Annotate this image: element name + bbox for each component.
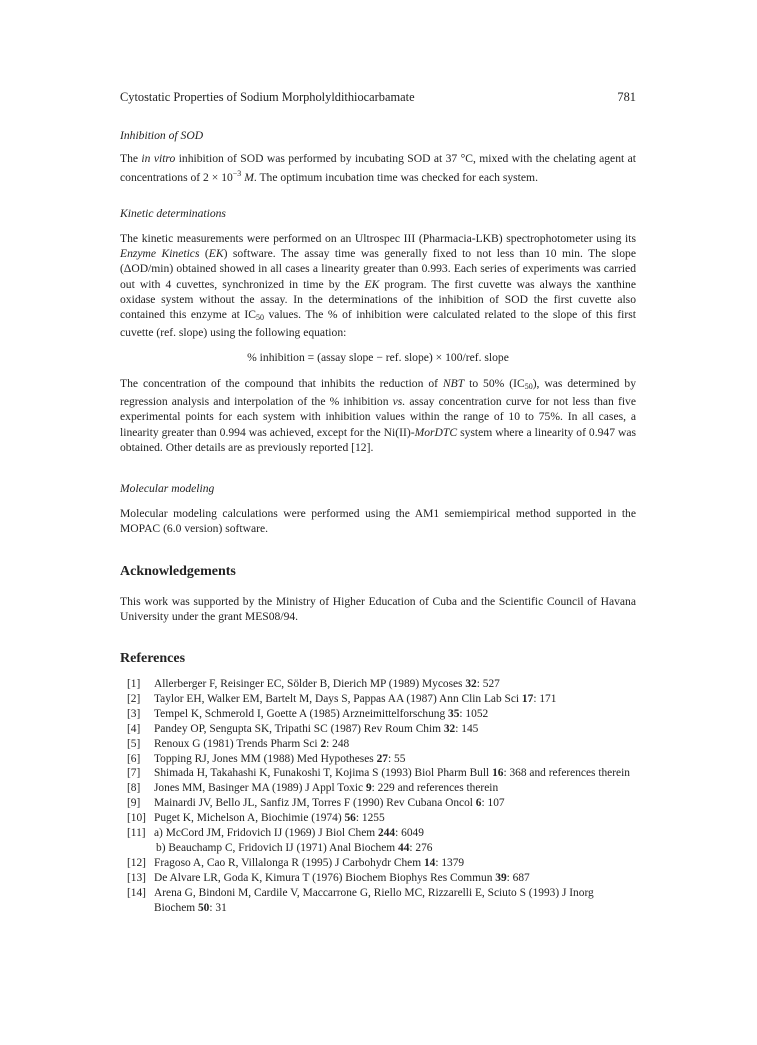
text-run: De Alvare LR, Goda K, Kimura T (1976) Biochem Biophys Res Commun [154,871,496,884]
text-run: to 50% (IC [464,377,525,390]
reference-item [120,886,636,916]
reference-item [120,781,636,796]
volume: 50 [197,901,210,914]
italic-run: in vitro [141,152,176,165]
reference-number: [14] [127,886,146,899]
modeling-paragraph: Molecular modeling calculations were performed using the AM1 semiempirical method supported in the MOPAC (6.0 version) software. [120,507,636,536]
reference-number: [3] [127,707,141,720]
running-header [120,90,636,108]
inhibition-equation: % inhibition = (assay slope − ref. slope) × 100/ref. slope [247,351,509,364]
volume: 16 [492,767,504,780]
volume: 35 [448,707,460,720]
text-run: ( [199,247,209,261]
volume: 32 [465,678,477,690]
text-run: ) software. The assay time was generally fixed to not less than 10 min. The slope (ΔOD/min) obtained showed in all cases a linearity greater than 0.993. Each series of experiments was carried out with 4 cuvettes, synchronized in time by the [120,247,636,291]
text-run: assay concentration curve for not less than five experimental points for each system with inhibition values within the range of 10 to 75%. In all cases, a linearity greater than 0.994 was achieved, except for the Ni(II)- [120,395,636,439]
text-run: : 1052 [459,707,489,720]
text-run: Tempel K, Schmerold I, Goette A (1985) Arzneimittelforschung [154,707,449,720]
reference-number [120,841,154,856]
text-run: . The optimum incubation time was checked for each system. [253,171,538,185]
acknowledgements-paragraph: This work was supported by the Ministry of Higher Education of Cuba and the Scientific Council of Havana University under the grant MES08/94. [120,595,636,624]
reference-item [120,826,636,841]
reference-item [120,856,636,871]
text-run: Allerberger F, Reisinger EC, Sölder B, Dierich MP (1989) Mycoses [154,678,466,690]
references-list [120,677,636,916]
reference-number: [8] [127,782,141,795]
reference-item [120,841,636,856]
volume: 44 [398,841,410,854]
section-heading-sod: Inhibition of SOD [120,129,204,142]
reference-item [120,752,636,767]
reference-text [154,856,636,871]
italic-run: vs. [392,395,406,409]
reference-item [120,811,636,826]
volume: 6 [475,797,482,810]
text-run: : 276 [409,841,433,854]
reference-item [120,796,636,811]
reference-text [154,752,636,767]
text-run: ), was determined by regression analysis and interpolation of the % inhibition [120,377,636,409]
reference-text [154,722,636,737]
reference-text [154,871,636,886]
reference-item [120,677,636,692]
text-run: : 368 and references therein [503,767,630,780]
text-run: : 31 [209,901,227,914]
reference-number: [9] [127,797,141,810]
text-run: Fragoso A, Cao R, Villalonga R (1995) J Carbohydr Chem [154,856,424,869]
text-run: : 687 [506,871,530,884]
text-run: system where a linearity of 0.947 was obtained. Other details are as previously reported [12]. [120,425,636,454]
italic-run: M [244,171,254,185]
text-run: : 229 and references therein [371,782,499,795]
reference-item [120,737,636,752]
references-heading: References [120,651,186,666]
text-run: Jones MM, Basinger MA (1989) J Appl Toxic [154,782,366,795]
kinetic-paragraph-2 [120,376,636,455]
acknowledgements-heading: Acknowledgements [120,564,236,579]
text-run: values. The % of inhibition were calculated related to the slope of this first cuvette (ref. slope) using the following equation: [120,308,636,340]
running-title: Cytostatic Properties of Sodium Morpholyldithiocarbamate [120,90,415,104]
reference-number: [6] [127,752,141,765]
reference-text [154,692,636,707]
text-run: Arena G, Bindoni M, Cardile V, Maccarrone G, Riello MC, Rizzarelli E, Sciuto S (1993) J Inorg Biochem [154,886,594,914]
reference-number: [13] [127,871,146,884]
reference-text [154,766,636,781]
superscript: −3 [232,169,242,179]
italic-run: MorDTC [414,425,458,439]
sod-section [120,128,636,144]
text-run: b) Beauchamp C, Fridovich IJ (1971) Anal Biochem [156,841,399,854]
text-run: : 6049 [395,827,424,840]
text-run: Mainardi JV, Bello JL, Sanfiz JM, Torres F (1990) Rev Cubana Oncol [154,797,476,810]
kinetic-paragraph-1 [120,231,636,340]
text-run: Pandey OP, Sengupta SK, Tripathi SC (1987) Rev Roum Chim [154,722,444,735]
reference-text [154,707,636,722]
reference-number: [11] [127,827,146,840]
text-run: Puget K, Michelson A, Biochimie (1974) [154,812,345,825]
subscript: 50 [255,313,264,323]
text-run: inhibition of SOD was performed by incubating SOD at 37 °C, mixed with the chelating agent at concentrations of 2 × 10 [120,152,636,185]
text-run: : 527 [476,678,500,690]
reference-number: [1] [127,678,141,690]
reference-item [120,692,636,707]
text-run: : 1379 [435,856,465,869]
section-heading-kinetic: Kinetic determinations [120,207,226,220]
sod-paragraph [120,151,636,185]
reference-number: [2] [127,692,141,705]
text-run: : 145 [455,722,479,735]
reference-item [120,766,636,781]
text-run: Taylor EH, Walker EM, Bartelt M, Days S, Pappas AA (1987) Ann Clin Lab Sci [154,692,522,705]
section-heading-modeling: Molecular modeling [120,482,215,495]
reference-text [154,811,636,826]
text-run: Shimada H, Takahashi K, Funakoshi T, Kojima S (1993) Biol Pharm Bull [154,767,493,780]
reference-text [154,737,636,752]
italic-run: NBT [442,377,465,390]
volume: 14 [423,856,436,869]
reference-text [154,781,636,796]
page-number: 781 [617,90,636,104]
volume: 39 [495,871,507,884]
volume: 9 [365,782,372,795]
text-run: The kinetic measurements were performed on an Ultrospec III (Pharmacia-LKB) spectrophotometer using its [120,232,636,245]
reference-text [154,841,636,856]
text-run: Renoux G (1981) Trends Pharm Sci [154,737,321,750]
text-run: : 171 [533,692,557,705]
text-run: : 55 [387,752,406,765]
subscript: 50 [524,382,533,391]
volume: 17 [521,692,534,705]
text-run: a) McCord JM, Fridovich IJ (1969) J Biol Chem [154,827,379,840]
reference-number: [7] [127,767,141,780]
reference-number: [4] [127,722,141,735]
text-run: : 107 [481,797,505,810]
volume: 2 [320,737,327,750]
volume: 56 [344,812,356,825]
reference-item [120,722,636,737]
reference-text [154,677,636,692]
text-run: program. The first cuvette was always the xanthine oxidase system without the assay. In the determinations of the inhibition of SOD the first cuvette also contained this enzyme at IC [120,277,637,322]
reference-text [154,796,636,811]
reference-number: [5] [127,737,141,750]
text-run: The concentration of the compound that inhibits the reduction of [120,377,443,390]
reference-number: [12] [127,856,146,869]
volume: 27 [376,752,388,765]
italic-run: EK [364,277,380,291]
text-run: Topping RJ, Jones MM (1988) Med Hypotheses [154,752,377,765]
text-run: : 1255 [355,812,385,825]
volume: 244 [378,827,396,840]
text-run: : 248 [326,737,350,750]
reference-item [120,871,636,886]
reference-number: [10] [127,812,146,825]
reference-text [154,886,636,916]
reference-item [120,707,636,722]
reference-text [154,826,636,841]
italic-run: Enzyme Kinetics [120,247,200,261]
volume: 32 [443,722,456,735]
italic-run: EK [208,247,224,261]
text-run: The [120,152,142,165]
